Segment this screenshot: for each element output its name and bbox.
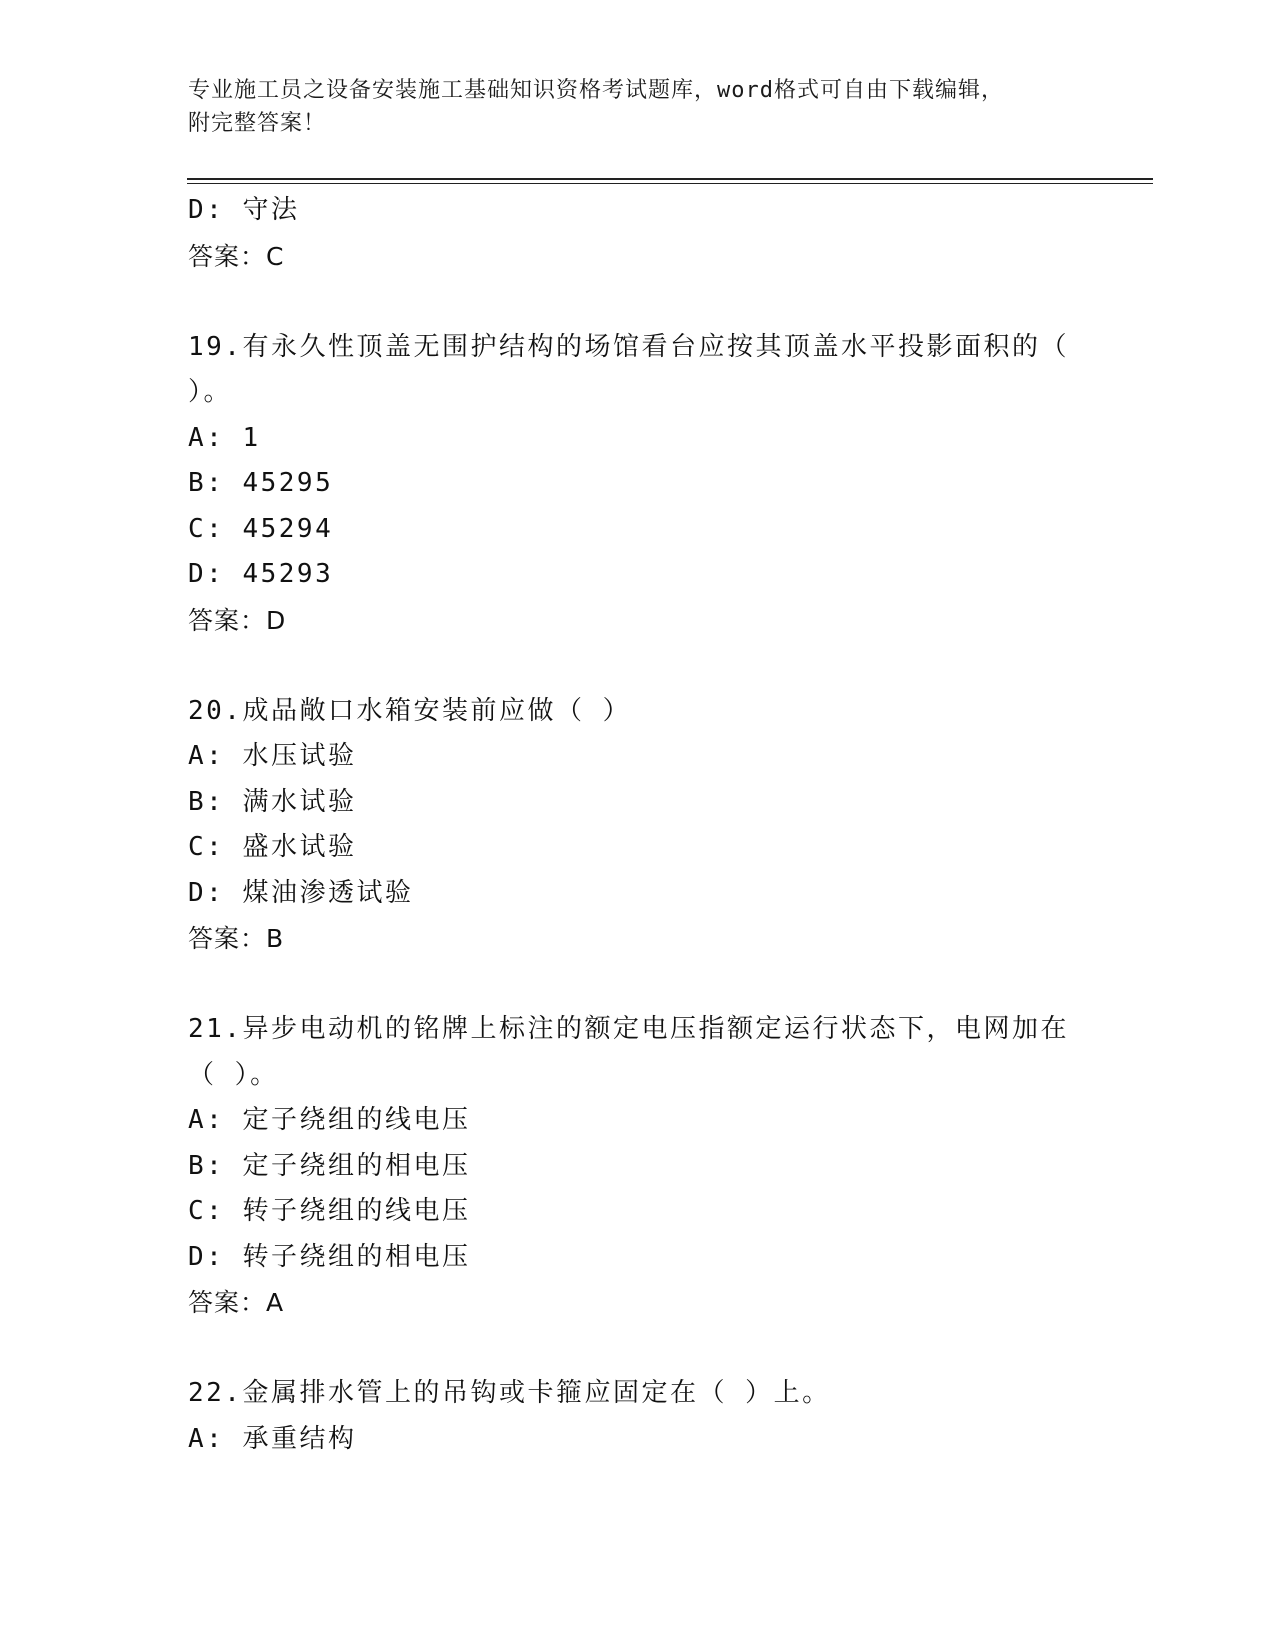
answer-line: 答案：B <box>188 924 285 953</box>
question-18-tail <box>188 188 1088 279</box>
question-21 <box>188 1007 1088 1326</box>
spacer <box>188 279 1088 325</box>
option-d: D: 煤油渗透试验 <box>188 877 414 908</box>
question-text: 20.成品敞口水箱安装前应做（ ） <box>188 695 632 726</box>
option-b: B: 定子绕组的相电压 <box>188 1150 471 1181</box>
option-a: A: 水压试验 <box>188 741 357 771</box>
question-22 <box>188 1371 1088 1462</box>
option-a: A: 承重结构 <box>188 1423 357 1454</box>
spacer <box>188 643 1088 689</box>
answer-line: 答案：A <box>188 1288 285 1317</box>
header-divider-thick <box>187 178 1153 180</box>
option-d: D: 转子绕组的相电压 <box>188 1241 471 1272</box>
spacer <box>188 1326 1088 1372</box>
answer-line: 答案：D <box>188 605 287 635</box>
question-text: 19.有永久性顶盖无围护结构的场馆看台应按其顶盖水平投影面积的（ <box>188 331 1069 362</box>
option-a: A: 定子绕组的线电压 <box>188 1105 471 1135</box>
option-d: D: 守法 <box>188 195 300 225</box>
question-19 <box>188 325 1088 644</box>
header-line-1: 专业施工员之设备安装施工基础知识资格考试题库，word格式可自由下载编辑， <box>188 78 1004 103</box>
header-divider-thin <box>187 183 1153 184</box>
header-line-2: 附完整答案！ <box>188 111 327 136</box>
document-header <box>188 74 1108 140</box>
option-c: C: 转子绕组的线电压 <box>188 1196 471 1226</box>
option-a: A: 1 <box>188 422 261 453</box>
option-b: B: 45295 <box>188 468 334 498</box>
answer-line: 答案：C <box>188 241 285 271</box>
question-text-cont: ）。 <box>188 377 233 407</box>
question-text: 22.金属排水管上的吊钩或卡箍应固定在（ ）上。 <box>188 1378 831 1408</box>
spacer <box>188 962 1088 1008</box>
option-c: C: 盛水试验 <box>188 832 357 862</box>
question-list <box>188 188 1088 1462</box>
question-20 <box>188 689 1088 962</box>
question-text: 21.异步电动机的铭牌上标注的额定电压指额定运行状态下，电网加在 <box>188 1014 1069 1044</box>
option-c: C: 45294 <box>188 513 334 544</box>
option-d: D: 45293 <box>188 559 334 589</box>
question-text-cont: （ ）。 <box>188 1059 279 1090</box>
option-b: B: 满水试验 <box>188 786 357 817</box>
